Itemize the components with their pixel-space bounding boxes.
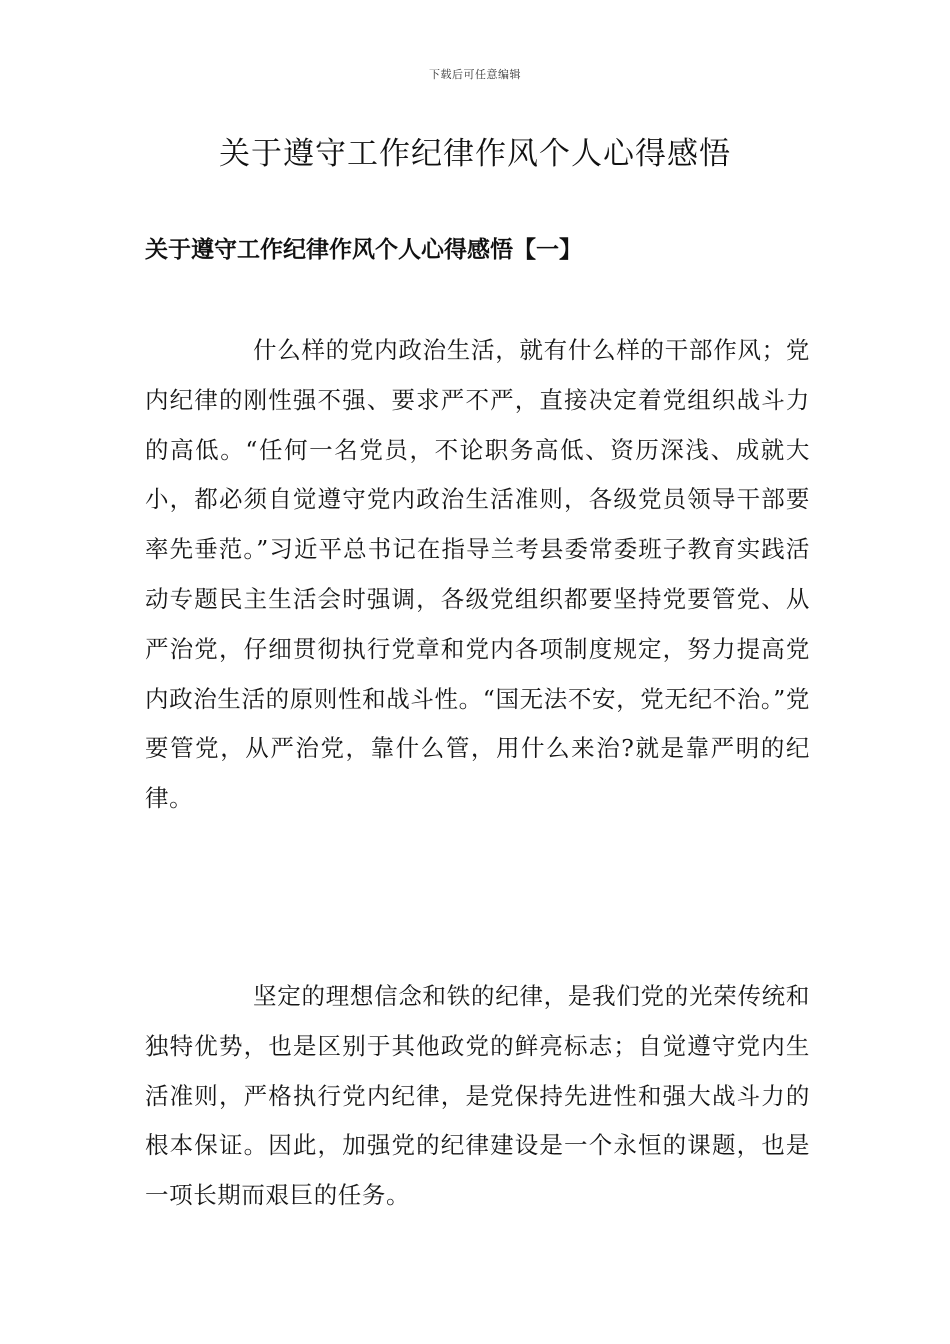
header-note: 下载后可任意编辑: [429, 68, 521, 81]
document-title: 关于遵守工作纪律作风个人心得感悟: [219, 136, 731, 172]
section-heading: 关于遵守工作纪律作风个人心得感悟【一】: [145, 236, 582, 263]
paragraph-2: 坚定的理想信念和铁的纪律，是我们党的光荣传统和独特优势，也是区别于其他政党的鲜亮标志；自觉遵守党内生活准则，严格执行党内纪律，是党保持先进性和强大战斗力的根本保证。因此，加强党的纪律建设是一个永恒的课题，也是一项长期而艰巨的任务。: [145, 982, 810, 1210]
paragraph-1: 什么样的党内政治生活，就有什么样的干部作风；党内纪律的刚性强不强、要求严不严，直接决定着党组织战斗力的高低。“任何一名党员，不论职务高低、资历深浅、成就大小，都必须自觉遵守党内政治生活准则，各级党员领导干部要率先垂范。”习近平总书记在指导兰考县委常委班子教育实践活动专题民主生活会时强调，各级党组织都要坚持党要管党、从严治党，仔细贯彻执行党章和党内各项制度规定，努力提高党内政治生活的原则性和战斗性。“国无法不安，党无纪不治。”党要管党，从严治党，靠什么管，用什么来治?就是靠严明的纪律。: [145, 336, 810, 813]
